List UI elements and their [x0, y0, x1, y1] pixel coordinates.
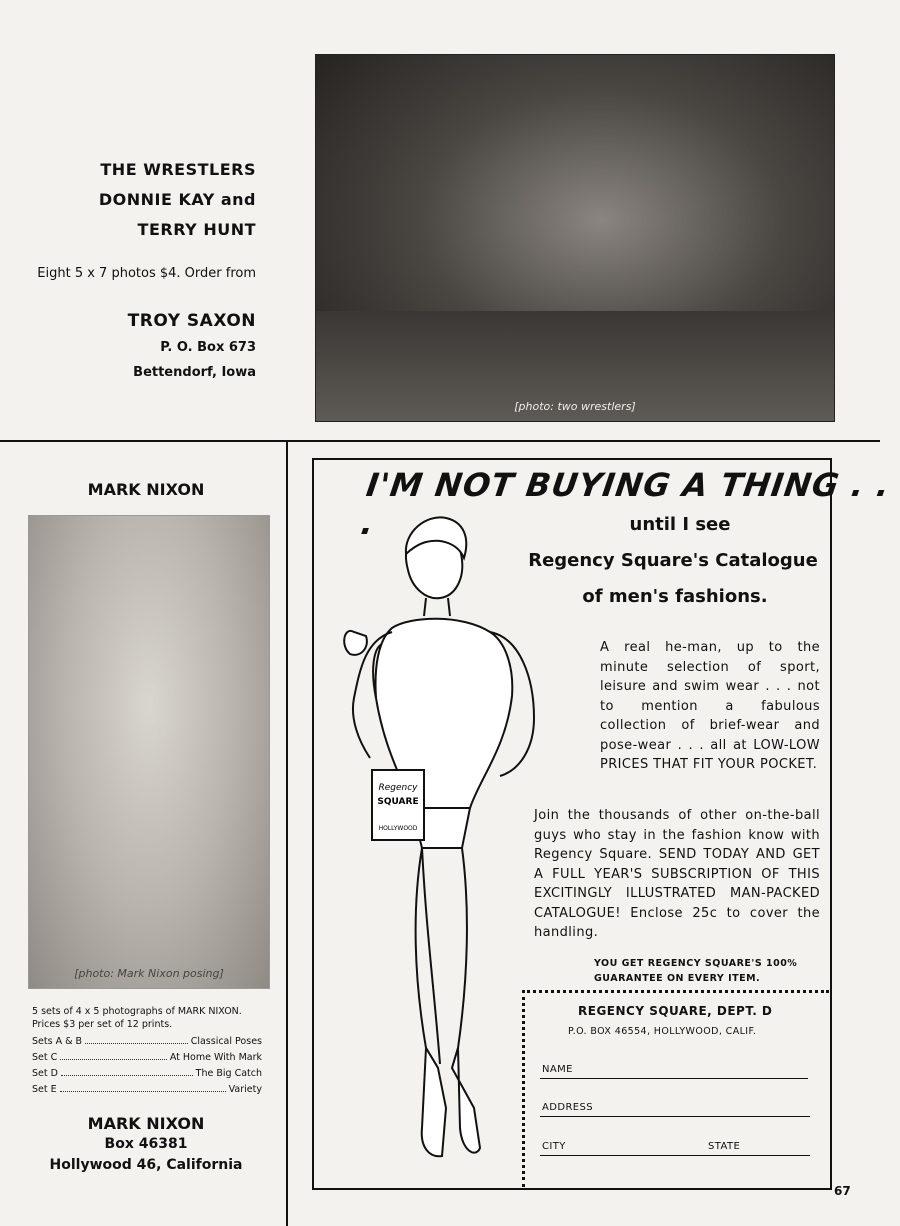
nixon-contact-city: Hollywood 46, California: [49, 1157, 243, 1173]
nixon-contact-box: Box 46381: [104, 1136, 188, 1152]
set-name: Set E: [32, 1084, 57, 1095]
figure-illustration: [330, 508, 540, 1180]
set-row: [32, 1068, 262, 1079]
coupon-title: REGENCY SQUARE, DEPT. D: [578, 1004, 773, 1018]
wrestlers-title-line1: THE WRESTLERS: [100, 160, 256, 179]
name-label: NAME: [542, 1064, 573, 1075]
ad-paragraph-1: A real he-man, up to the minute selection of sport, leisure and swim wear . . . not to mention a fabulous collection of brief-wear and pose-wear . . . all at LOW-LOW PRICES THAT FIT YOUR POCKET.: [600, 640, 820, 772]
guarantee-line1: YOU GET REGENCY SQUARE'S 100%: [594, 958, 798, 969]
ad-headline: I'M NOT BUYING A THING . . .: [358, 466, 893, 542]
nixon-desc-line2: Prices $3 per set of 12 prints.: [32, 1019, 173, 1030]
city-label: CITY: [542, 1141, 566, 1152]
wrestlers-photo: [315, 54, 835, 422]
bag-line1: Regency: [378, 783, 418, 793]
coupon-address: P.O. BOX 46554, HOLLYWOOD, CALIF.: [568, 1026, 757, 1037]
guarantee-line2: GUARANTEE ON EVERY ITEM.: [594, 973, 761, 984]
set-row: [32, 1052, 262, 1063]
set-title: The Big Catch: [195, 1068, 262, 1079]
troy-saxon-box: P. O. Box 673: [160, 340, 256, 355]
page-number: 67: [834, 1184, 851, 1198]
order-coupon: [522, 990, 829, 1187]
nixon-desc-line1: 5 sets of 4 x 5 photographs of MARK NIXON.: [32, 1006, 242, 1017]
set-title: At Home With Mark: [169, 1052, 262, 1063]
nixon-contact-name: MARK NIXON: [87, 1114, 205, 1133]
troy-saxon-city: Bettendorf, Iowa: [133, 365, 256, 380]
ad-sub2: Regency Square's Catalogue: [528, 550, 818, 571]
wrestlers-offer: Eight 5 x 7 photos $4. Order from: [37, 266, 256, 281]
ad-sub1: until I see: [629, 514, 731, 535]
nixon-header: MARK NIXON: [87, 480, 205, 499]
wrestlers-photo-caption: [photo: two wrestlers]: [514, 400, 636, 413]
set-row: [32, 1036, 262, 1047]
set-title: Classical Poses: [190, 1036, 262, 1047]
address-field[interactable]: [540, 1116, 810, 1117]
bag-line3: HOLLYWOOD: [378, 825, 418, 832]
wrestlers-title-line2: DONNIE KAY and: [98, 190, 256, 209]
bag-line2: SQUARE: [377, 797, 419, 807]
address-label: ADDRESS: [542, 1102, 594, 1113]
nixon-photo-caption: [photo: Mark Nixon posing]: [74, 967, 224, 980]
state-label: STATE: [708, 1141, 741, 1152]
name-field[interactable]: [540, 1078, 808, 1079]
set-name: Sets A & B: [32, 1036, 83, 1047]
set-row: [32, 1084, 262, 1095]
wrestlers-title-line3: TERRY HUNT: [137, 220, 256, 239]
set-name: Set D: [32, 1068, 58, 1079]
column-divider: [286, 440, 288, 1226]
section-divider: [0, 440, 880, 442]
figure-drawing: [330, 508, 540, 1180]
guarantee: [594, 956, 824, 986]
set-title: Variety: [228, 1084, 262, 1095]
set-name: Set C: [32, 1052, 58, 1063]
troy-saxon-name: TROY SAXON: [127, 311, 256, 331]
city-state-field[interactable]: [540, 1155, 810, 1156]
nixon-photo: [28, 515, 270, 989]
ad-paragraph-2: Join the thousands of other on-the-ball guys who stay in the fashion know with Regency Square. SEND TODAY AND GET A FULL YEAR'S SUBSCRIPTION OF THIS EXCITINGLY ILLUSTRATED MAN-PACKED CATALOGUE! Enclose 25c to cover the handling.: [534, 808, 820, 940]
ad-sub3: of men's fashions.: [582, 586, 768, 607]
